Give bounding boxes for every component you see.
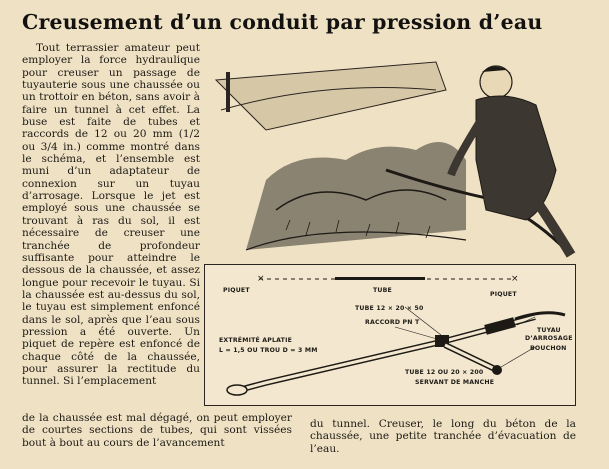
label-arrosage: D’ARROSAGE — [525, 335, 573, 342]
label-raccord: RACCORD PN T — [365, 319, 420, 326]
label-piquet-right: PIQUET — [490, 291, 517, 298]
label-bouchon: BOUCHON — [530, 345, 567, 352]
svg-text:×: × — [511, 274, 519, 284]
diagram-drawing — [205, 265, 574, 404]
label-dims: L = 1,5 OU TROU D = 3 MM — [219, 347, 318, 354]
label-servant: SERVANT DE MANCHE — [415, 379, 495, 386]
article-body-column — [22, 42, 200, 388]
label-extremite: EXTRÉMITÉ APLATIE — [219, 337, 292, 344]
label-tube-12-20-50: TUBE 12 × 20 × 50 — [355, 305, 424, 312]
label-tuyau: TUYAU — [537, 327, 561, 334]
label-tube-200: TUBE 12 OU 20 × 200 — [405, 369, 484, 376]
body-paragraph: Tout terrassier amateur peut employer la force hydraulique pour creuser un passage de tuyauterie sous une chaussée ou un trottoir en béton, sans avoir à faire un tunnel à cet effet. La buse est faite de tubes et raccords de 12 ou 20 mm (1/2 ou 3/4 in.) comme montré dans le schéma, et l’ensemble est muni d’un adaptateur de connexion sur un tuyau d’arrosage. Lorsque le jet est employé sous une chaussée se trouvant à ras du sol, il est nécessaire de creuser une tranchée de profondeur suffisante pour atteindre le dessous de la chaussée, et assez longue pour recevoir le tuyau. Si la chaussée est au-dessus du sol, le tuyau est simplement enfoncé dans le sol, après que l’eau sous pression a été ouverte. Un piquet de repère est enfoncé de chaque côté de la chaussée, pour assurer la rectitude du tunnel. Si l’emplacement — [22, 42, 200, 388]
article-body-bottom-right: du tunnel. Creuser, le long du béton de la chaussée, une petite tranchée d’évacuation de l’eau. — [310, 418, 576, 455]
article-body-bottom-left: de la chaussée est mal dégagé, on peut employer de courtes sections de tubes, qui sont vissées bout à bout au cours de l’avancement — [22, 412, 292, 449]
illustration-man-with-hose — [206, 50, 578, 264]
article-title: Creusement d’un conduit par pression d’eau — [22, 10, 543, 34]
svg-text:×: × — [257, 274, 265, 284]
label-tube-top: TUBE — [373, 287, 392, 294]
nozzle-diagram — [204, 264, 576, 406]
label-piquet-left: PIQUET — [223, 287, 250, 294]
